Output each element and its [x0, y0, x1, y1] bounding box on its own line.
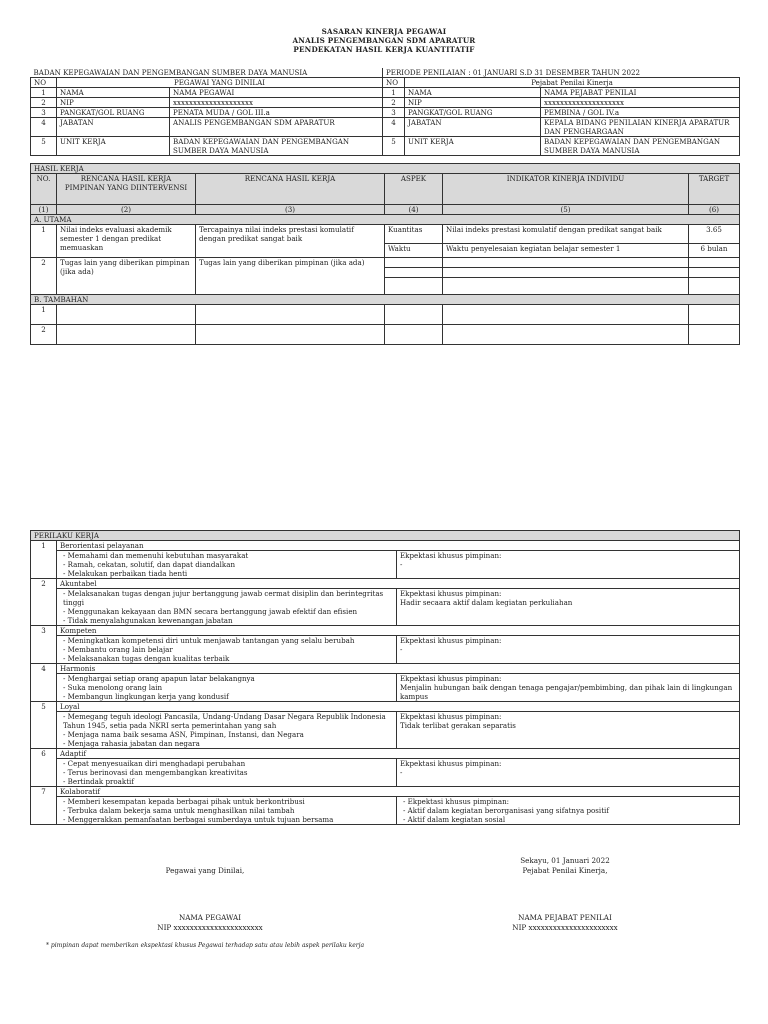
result-aspect-empty: [385, 278, 443, 295]
behavior-expectation: [397, 674, 740, 702]
behavior-points: [57, 674, 397, 702]
info-no-2: 3: [383, 108, 405, 118]
behavior-expectation: [397, 589, 740, 626]
behavior-name: Adaptif: [57, 749, 740, 759]
results-header-plan: RENCANA HASIL KERJA: [196, 174, 385, 205]
result-target-empty: [689, 268, 740, 278]
info-no: 3: [31, 108, 57, 118]
col-no-2: NO: [383, 78, 405, 88]
info-label: JABATAN: [57, 118, 170, 137]
behavior-point: - Memahami dan memenuhi kebutuhan masyarakat: [63, 551, 393, 560]
behavior-name: Akuntabel: [57, 579, 740, 589]
info-label-2: JABATAN: [405, 118, 541, 137]
result-indicator: Waktu penyelesaian kegiatan belajar semester 1: [443, 244, 689, 258]
expectation-label: Ekpektasi khusus pimpinan:: [400, 674, 502, 683]
info-value-2: PEMBINA / GOL IV.a: [541, 108, 740, 118]
result-aspect-empty: [385, 258, 443, 268]
info-value: xxxxxxxxxxxxxxxxxxxx: [170, 98, 383, 108]
results-table: [30, 163, 740, 345]
behavior-points: [57, 759, 397, 787]
behavior-point: - Melaksanakan tugas dengan kualitas terbaik: [63, 654, 393, 663]
col-no: NO: [31, 78, 57, 88]
results-header-target: TARGET: [689, 174, 740, 205]
title-line-1: SASARAN KINERJA PEGAWAI: [321, 27, 447, 36]
behavior-point: - Menjaga rahasia jabatan dan negara: [63, 739, 393, 748]
behavior-points: [57, 589, 397, 626]
behavior-name: Kompeten: [57, 626, 740, 636]
behavior-name: Loyal: [57, 702, 740, 712]
behavior-point: - Menggerakkan pemanfaatan berbagai sumberdaya untuk tujuan bersama: [63, 815, 393, 824]
behavior-point: - Menggunakan kekayaan dan BMN secara bertanggung jawab efektif dan efisien: [63, 607, 393, 616]
result-target: 6 bulan: [689, 244, 740, 258]
expectation-text: -: [400, 768, 403, 777]
result-target: 3.65: [689, 225, 740, 244]
behavior-point: - Terbuka dalam bekerja sama untuk menghasilkan nilai tambah: [63, 806, 393, 815]
info-value-2: NAMA PEJABAT PENILAI: [541, 88, 740, 98]
info-label-2: UNIT KERJA: [405, 137, 541, 156]
info-value-2: BADAN KEPEGAWAIAN DAN PENGEMBANGAN SUMBER DAYA MANUSIA: [541, 137, 740, 156]
result-indicator-empty: [443, 258, 689, 268]
result-target-empty: [689, 258, 740, 268]
info-label: NAMA: [57, 88, 170, 98]
extra-section-label: B. TAMBAHAN: [31, 295, 740, 305]
results-header-no: NO.: [31, 174, 57, 205]
result-indicator: Nilai indeks prestasi komulatif dengan predikat sangat baik: [443, 225, 689, 244]
result-leader-plan: Nilai indeks evaluasi akademik semester 1 dengan predikat memuaskan: [57, 225, 196, 258]
behavior-name: Harmonis: [57, 664, 740, 674]
result-plan: Tugas lain yang diberikan pimpinan (jika ada): [196, 258, 385, 295]
behavior-no: 4: [31, 664, 57, 702]
info-value: ANALIS PENGEMBANGAN SDM APARATUR: [170, 118, 383, 137]
info-no: 4: [31, 118, 57, 137]
expectation-text: Hadir secaara aktif dalam kegiatan perkuliahan: [400, 598, 573, 607]
result-plan: Tercapainya nilai indeks prestasi komulatif dengan predikat sangat baik: [196, 225, 385, 258]
col-number: (3): [196, 205, 385, 215]
behavior-point: - Menghargai setiap orang apapun latar belakangnya: [63, 674, 393, 683]
info-no-2: 5: [383, 137, 405, 156]
result-aspect: Waktu: [385, 244, 443, 258]
result-leader-plan: Tugas lain yang diberikan pimpinan (jika ada): [57, 258, 196, 295]
behavior-points: [57, 636, 397, 664]
result-aspect-empty: [385, 268, 443, 278]
expectation-label: Ekpektasi khusus pimpinan:: [400, 712, 502, 721]
info-label-2: NIP: [405, 98, 541, 108]
title-line-3: PENDEKATAN HASIL KERJA KUANTITATIF: [293, 45, 475, 55]
col-number: (1): [31, 205, 57, 215]
extra-no: 1: [31, 305, 57, 325]
behavior-point: - Memegang teguh ideologi Pancasila, Undang-Undang Dasar Negara Republik Indonesia Tahun 1945, setia pada NKRI serta pemerintahan yang sah: [63, 712, 393, 730]
document-title: [0, 27, 768, 55]
evaluated-name: NAMA PEGAWAI: [178, 913, 242, 922]
assessment-period: PERIODE PENILAIAN : 01 JANUARI S.D 31 DESEMBER TAHUN 2022: [383, 68, 740, 78]
behavior-points: [57, 797, 397, 825]
results-header-leader: RENCANA HASIL KERJA PIMPINAN YANG DIINTERVENSI: [57, 174, 196, 205]
behavior-point: - Membantu orang lain belajar: [63, 645, 393, 654]
col-number: (6): [689, 205, 740, 215]
expectation-label: Ekpektasi khusus pimpinan:: [400, 551, 502, 560]
behavior-no: 1: [31, 541, 57, 579]
info-label: UNIT KERJA: [57, 137, 170, 156]
results-header-aspect: ASPEK: [385, 174, 443, 205]
behavior-point: - Bertindak proaktif: [63, 777, 393, 786]
col-number: (4): [385, 205, 443, 215]
behavior-point: - Cepat menyesuaikan diri menghadapi perubahan: [63, 759, 393, 768]
behavior-point: - Memberi kesempatan kepada berbagai pihak untuk berkontribusi: [63, 797, 393, 806]
info-no-2: 1: [383, 88, 405, 98]
behavior-no: 7: [31, 787, 57, 825]
evaluator-name: NAMA PEJABAT PENILAI: [518, 913, 612, 922]
info-label-2: NAMA: [405, 88, 541, 98]
info-label-2: PANGKAT/GOL RUANG: [405, 108, 541, 118]
evaluated-label: Pegawai yang Dinilai,: [165, 866, 245, 875]
expectation-label: Ekpektasi khusus pimpinan:: [400, 759, 502, 768]
expectation-text: Menjalin hubungan baik dengan tenaga pengajar/pembimbing, dan pihak lain di lingkungan kampus: [400, 683, 733, 701]
result-target-empty: [689, 278, 740, 295]
info-no: 5: [31, 137, 57, 156]
behavior-no: 2: [31, 579, 57, 626]
result-indicator-empty: [443, 278, 689, 295]
expectation-item: - Aktif dalam kegiatan sosial: [403, 815, 736, 824]
expectation-label: Ekpektasi khusus pimpinan:: [400, 589, 502, 598]
info-label: PANGKAT/GOL RUANG: [57, 108, 170, 118]
behavior-points: [57, 712, 397, 749]
info-value: BADAN KEPEGAWAIAN DAN PENGEMBANGAN SUMBER DAYA MANUSIA: [170, 137, 383, 156]
info-no-2: 4: [383, 118, 405, 137]
behavior-point: - Melakukan perbaikan tiada henti: [63, 569, 393, 578]
info-label: NIP: [57, 98, 170, 108]
results-header-indicator: INDIKATOR KINERJA INDIVIDU: [443, 174, 689, 205]
col-number: (2): [57, 205, 196, 215]
behavior-expectation: [397, 636, 740, 664]
info-value: PENATA MUDA / GOL III.a: [170, 108, 383, 118]
behavior-table: [30, 530, 740, 825]
behavior-point: - Menjaga nama baik sesama ASN, Pimpinan, Instansi, dan Negara: [63, 730, 393, 739]
info-no: 1: [31, 88, 57, 98]
evaluator-header: Pejabat Penilai Kinerja: [405, 78, 740, 88]
info-no-2: 2: [383, 98, 405, 108]
place-date: Sekayu, 01 Januari 2022: [520, 856, 610, 865]
behavior-point: - Ramah, cekatan, solutif, dan dapat diandalkan: [63, 560, 393, 569]
behavior-point: - Meningkatkan kompetensi diri untuk menjawab tantangan yang selalu berubah: [63, 636, 393, 645]
title-line-2: ANALIS PENGEMBANGAN SDM APARATUR: [292, 36, 476, 46]
extra-no: 2: [31, 325, 57, 345]
agency-name: BADAN KEPEGAWAIAN DAN PENGEMBANGAN SUMBER DAYA MANUSIA: [31, 68, 383, 78]
behavior-no: 6: [31, 749, 57, 787]
expectation-label: Ekpektasi khusus pimpinan:: [400, 636, 502, 645]
result-no: 1: [31, 225, 57, 258]
results-section-title: HASIL KERJA: [31, 164, 740, 174]
behavior-point: - Terus berinovasi dan mengembangkan kreativitas: [63, 768, 393, 777]
expectation-text: -: [400, 645, 403, 654]
result-no: 2: [31, 258, 57, 295]
evaluator-nip: NIP xxxxxxxxxxxxxxxxxxxxxx: [512, 923, 618, 932]
main-section-label: A. UTAMA: [31, 215, 740, 225]
behavior-point: - Suka menolong orang lain: [63, 683, 393, 692]
evaluator-label: Pejabat Penilai Kinerja,: [522, 866, 608, 875]
info-table: [30, 68, 740, 156]
behavior-expectation: [397, 797, 740, 825]
behavior-point: - Membangun lingkungan kerja yang kondusif: [63, 692, 393, 701]
behavior-points: [57, 551, 397, 579]
result-aspect: Kuantitas: [385, 225, 443, 244]
behavior-point: - Melaksanakan tugas dengan jujur bertanggung jawab cermat disiplin dan berintegritas tinggi: [63, 589, 393, 607]
footnote: * pimpinan dapat memberikan ekspektasi khusus Pegawai terhadap satu atau lebih aspek perilaku kerja: [46, 942, 365, 949]
evaluated-nip: NIP xxxxxxxxxxxxxxxxxxxxxx: [157, 923, 263, 932]
expectation-item: - Aktif dalam kegiatan berorganisasi yang sifatnya positif: [403, 806, 736, 815]
info-value: NAMA PEGAWAI: [170, 88, 383, 98]
info-no: 2: [31, 98, 57, 108]
expectation-text: Tidak terlibat gerakan separatis: [400, 721, 516, 730]
info-value-2: xxxxxxxxxxxxxxxxxxxx: [541, 98, 740, 108]
evaluated-header: PEGAWAI YANG DINILAI: [57, 78, 383, 88]
behavior-point: - Tidak menyalahgunakan kewenangan jabatan: [63, 616, 393, 625]
col-number: (5): [443, 205, 689, 215]
behavior-no: 5: [31, 702, 57, 749]
result-indicator-empty: [443, 268, 689, 278]
behavior-expectation: [397, 712, 740, 749]
behavior-name: Berorientasi pelayanan: [57, 541, 740, 551]
behavior-expectation: [397, 551, 740, 579]
behavior-no: 3: [31, 626, 57, 664]
behavior-name: Kolaboratif: [57, 787, 740, 797]
expectation-label: - Ekpektasi khusus pimpinan:: [403, 797, 736, 806]
expectation-text: -: [400, 560, 403, 569]
behavior-section-title: PERILAKU KERJA: [31, 531, 740, 541]
behavior-expectation: [397, 759, 740, 787]
info-value-2: KEPALA BIDANG PENILAIAN KINERJA APARATUR DAN PENGHARGAAN: [541, 118, 740, 137]
